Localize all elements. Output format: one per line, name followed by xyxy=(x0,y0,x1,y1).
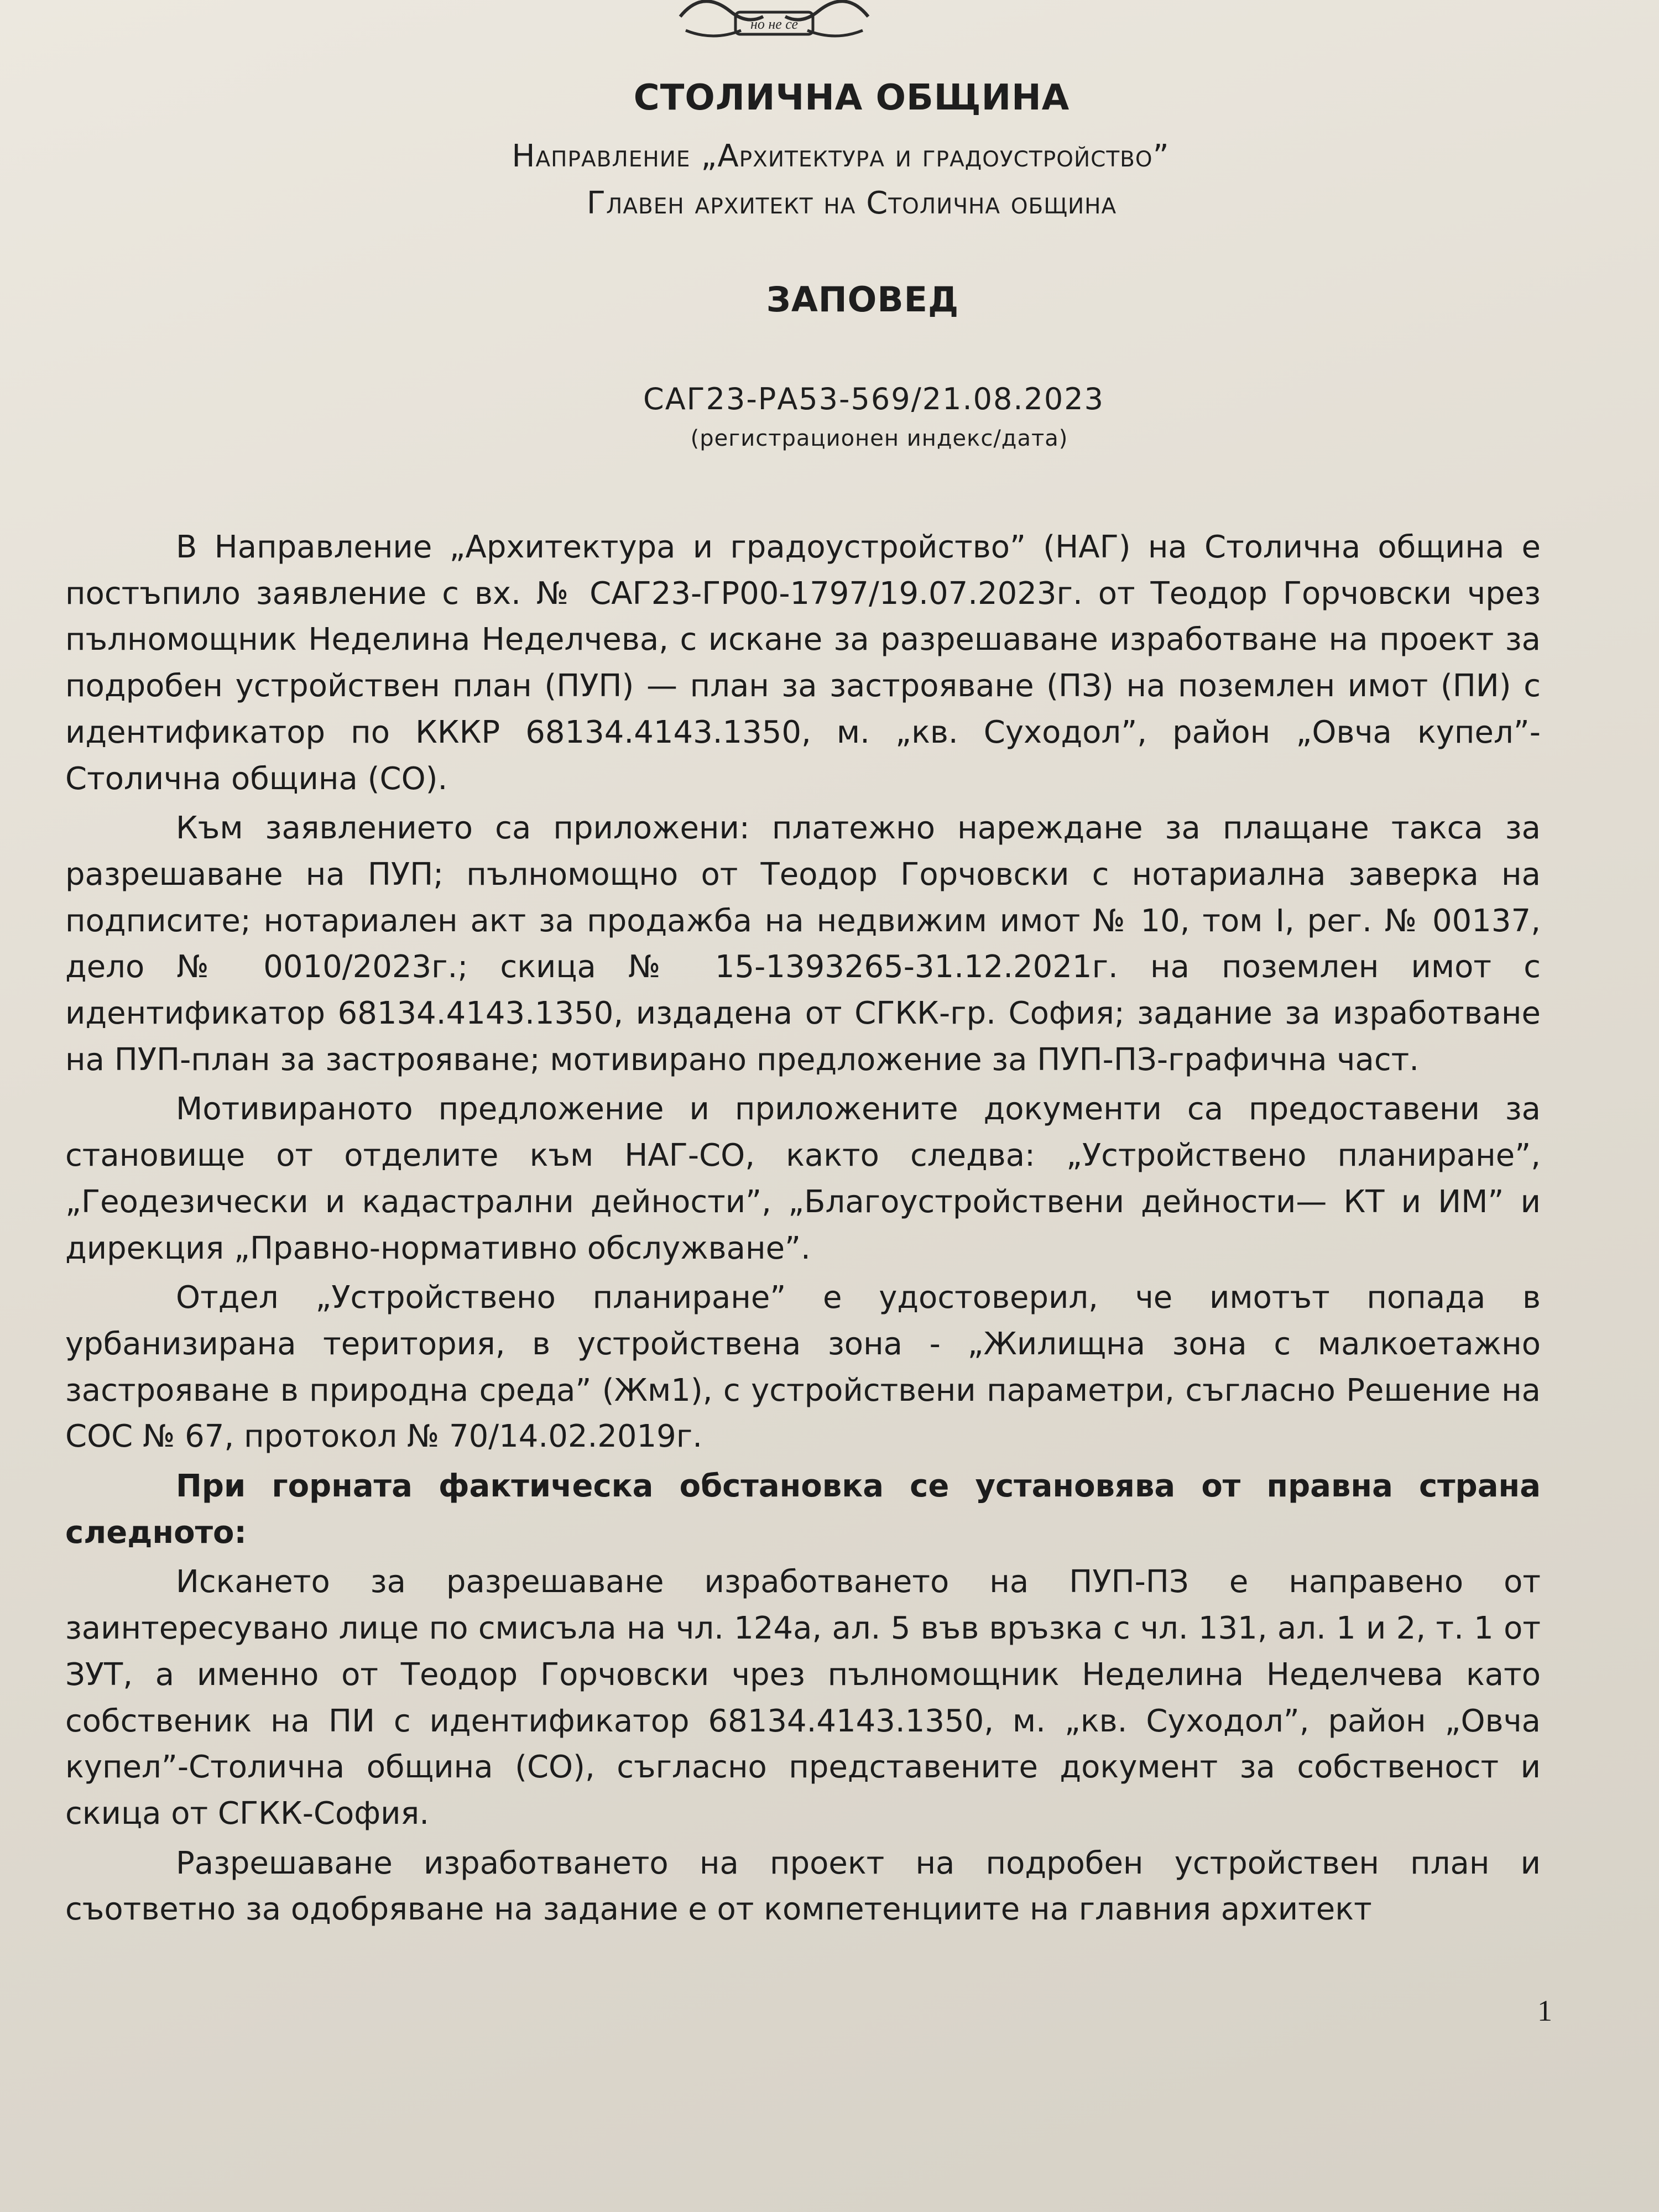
registration-note: (регистрационен индекс/дата) xyxy=(690,426,1068,451)
paragraph: Искането за разрешаване изработването на ПУП-ПЗ е направено от заинтересувано лице по смисъла на чл. 124а, ал. 5 във връзка с чл. 131, ал. 1 и 2, т. 1 от ЗУТ, а именно от Теодор Горчовски чрез пълномощник Неделина Неделчева като собственик на ПИ с идентификатор 68134.4143.1350, м. „кв. Суходол”, район „Овча купел”-Столична община (СО), съгласно представените документ за собственост и скица от СГКК-София. xyxy=(65,1564,1541,1832)
department-name: Направление „Архитектура и градоустройство” xyxy=(512,138,1170,174)
chief-architect-line: Главен архитект на Столична община xyxy=(586,185,1117,221)
legal-findings-heading: При горната фактическа обстановка се установява от правна страна следното: xyxy=(65,1468,1541,1551)
coat-of-arms-emblem xyxy=(669,0,879,44)
page-number: 1 xyxy=(1537,1994,1552,2027)
document-title: ЗАПОВЕД xyxy=(766,279,959,320)
svg-text:но не се: но не се xyxy=(750,16,799,32)
organization-name: СТОЛИЧНА ОБЩИНА xyxy=(633,77,1070,118)
document-body xyxy=(65,524,1541,1936)
paragraph: В Направление „Архитектура и градоустройство” (НАГ) на Столична община е постъпило заявление с вх. № САГ23-ГР00-1797/19.07.2023г. от Теодор Горчовски чрез пълномощник Неделина Неделчева, с искане за разрешаване изработване на проект за подробен устройствен план (ПУП) — план за застрояване (ПЗ) на поземлен имот (ПИ) с идентификатор по КККР 68134.4143.1350, м. „кв. Суходол”, район „Овча купел”-Столична община (СО). xyxy=(65,529,1541,797)
paragraph: Мотивираното предложение и приложените документи са предоставени за становище от отделите към НАГ-СО, както следва: „Устройствено планиране”, „Геодезически и кадастрални дейности”, „Благоустройствени дейности— КТ и ИМ” и дирекция „Правно-нормативно обслужване”. xyxy=(65,1091,1541,1266)
paragraph: Разрешаване изработването на проект на подробен устройствен план и съответно за одобряване на задание е от компетенциите на главния архитект xyxy=(65,1845,1541,1928)
registration-number: САГ23-РА53-569/21.08.2023 xyxy=(643,382,1104,416)
paragraph: Към заявлението са приложени: платежно нареждане за плащане такса за разрешаване на ПУП; пълномощно от Теодор Горчовски с нотариална заверка на подписите; нотариален акт за продажба на недвижим имот № 10, том I, рег. № 00137, дело № 0010/2023г.; скица № 15-1393265-31.12.2021г. на поземлен имот с идентификатор 68134.4143.1350, издадена от СГКК-гр. София; задание за изработване на ПУП-план за застрояване; мотивирано предложение за ПУП-ПЗ-графична част. xyxy=(65,810,1541,1078)
paragraph: Отдел „Устройствено планиране” е удостоверил, че имотът попада в урбанизирана територия, в устройствена зона - „Жилищна зона с малкоетажно застрояване в природна среда” (Жм1), с устройствени параметри, съгласно Решение на СОС № 67, протокол № 70/14.02.2019г. xyxy=(65,1280,1541,1455)
